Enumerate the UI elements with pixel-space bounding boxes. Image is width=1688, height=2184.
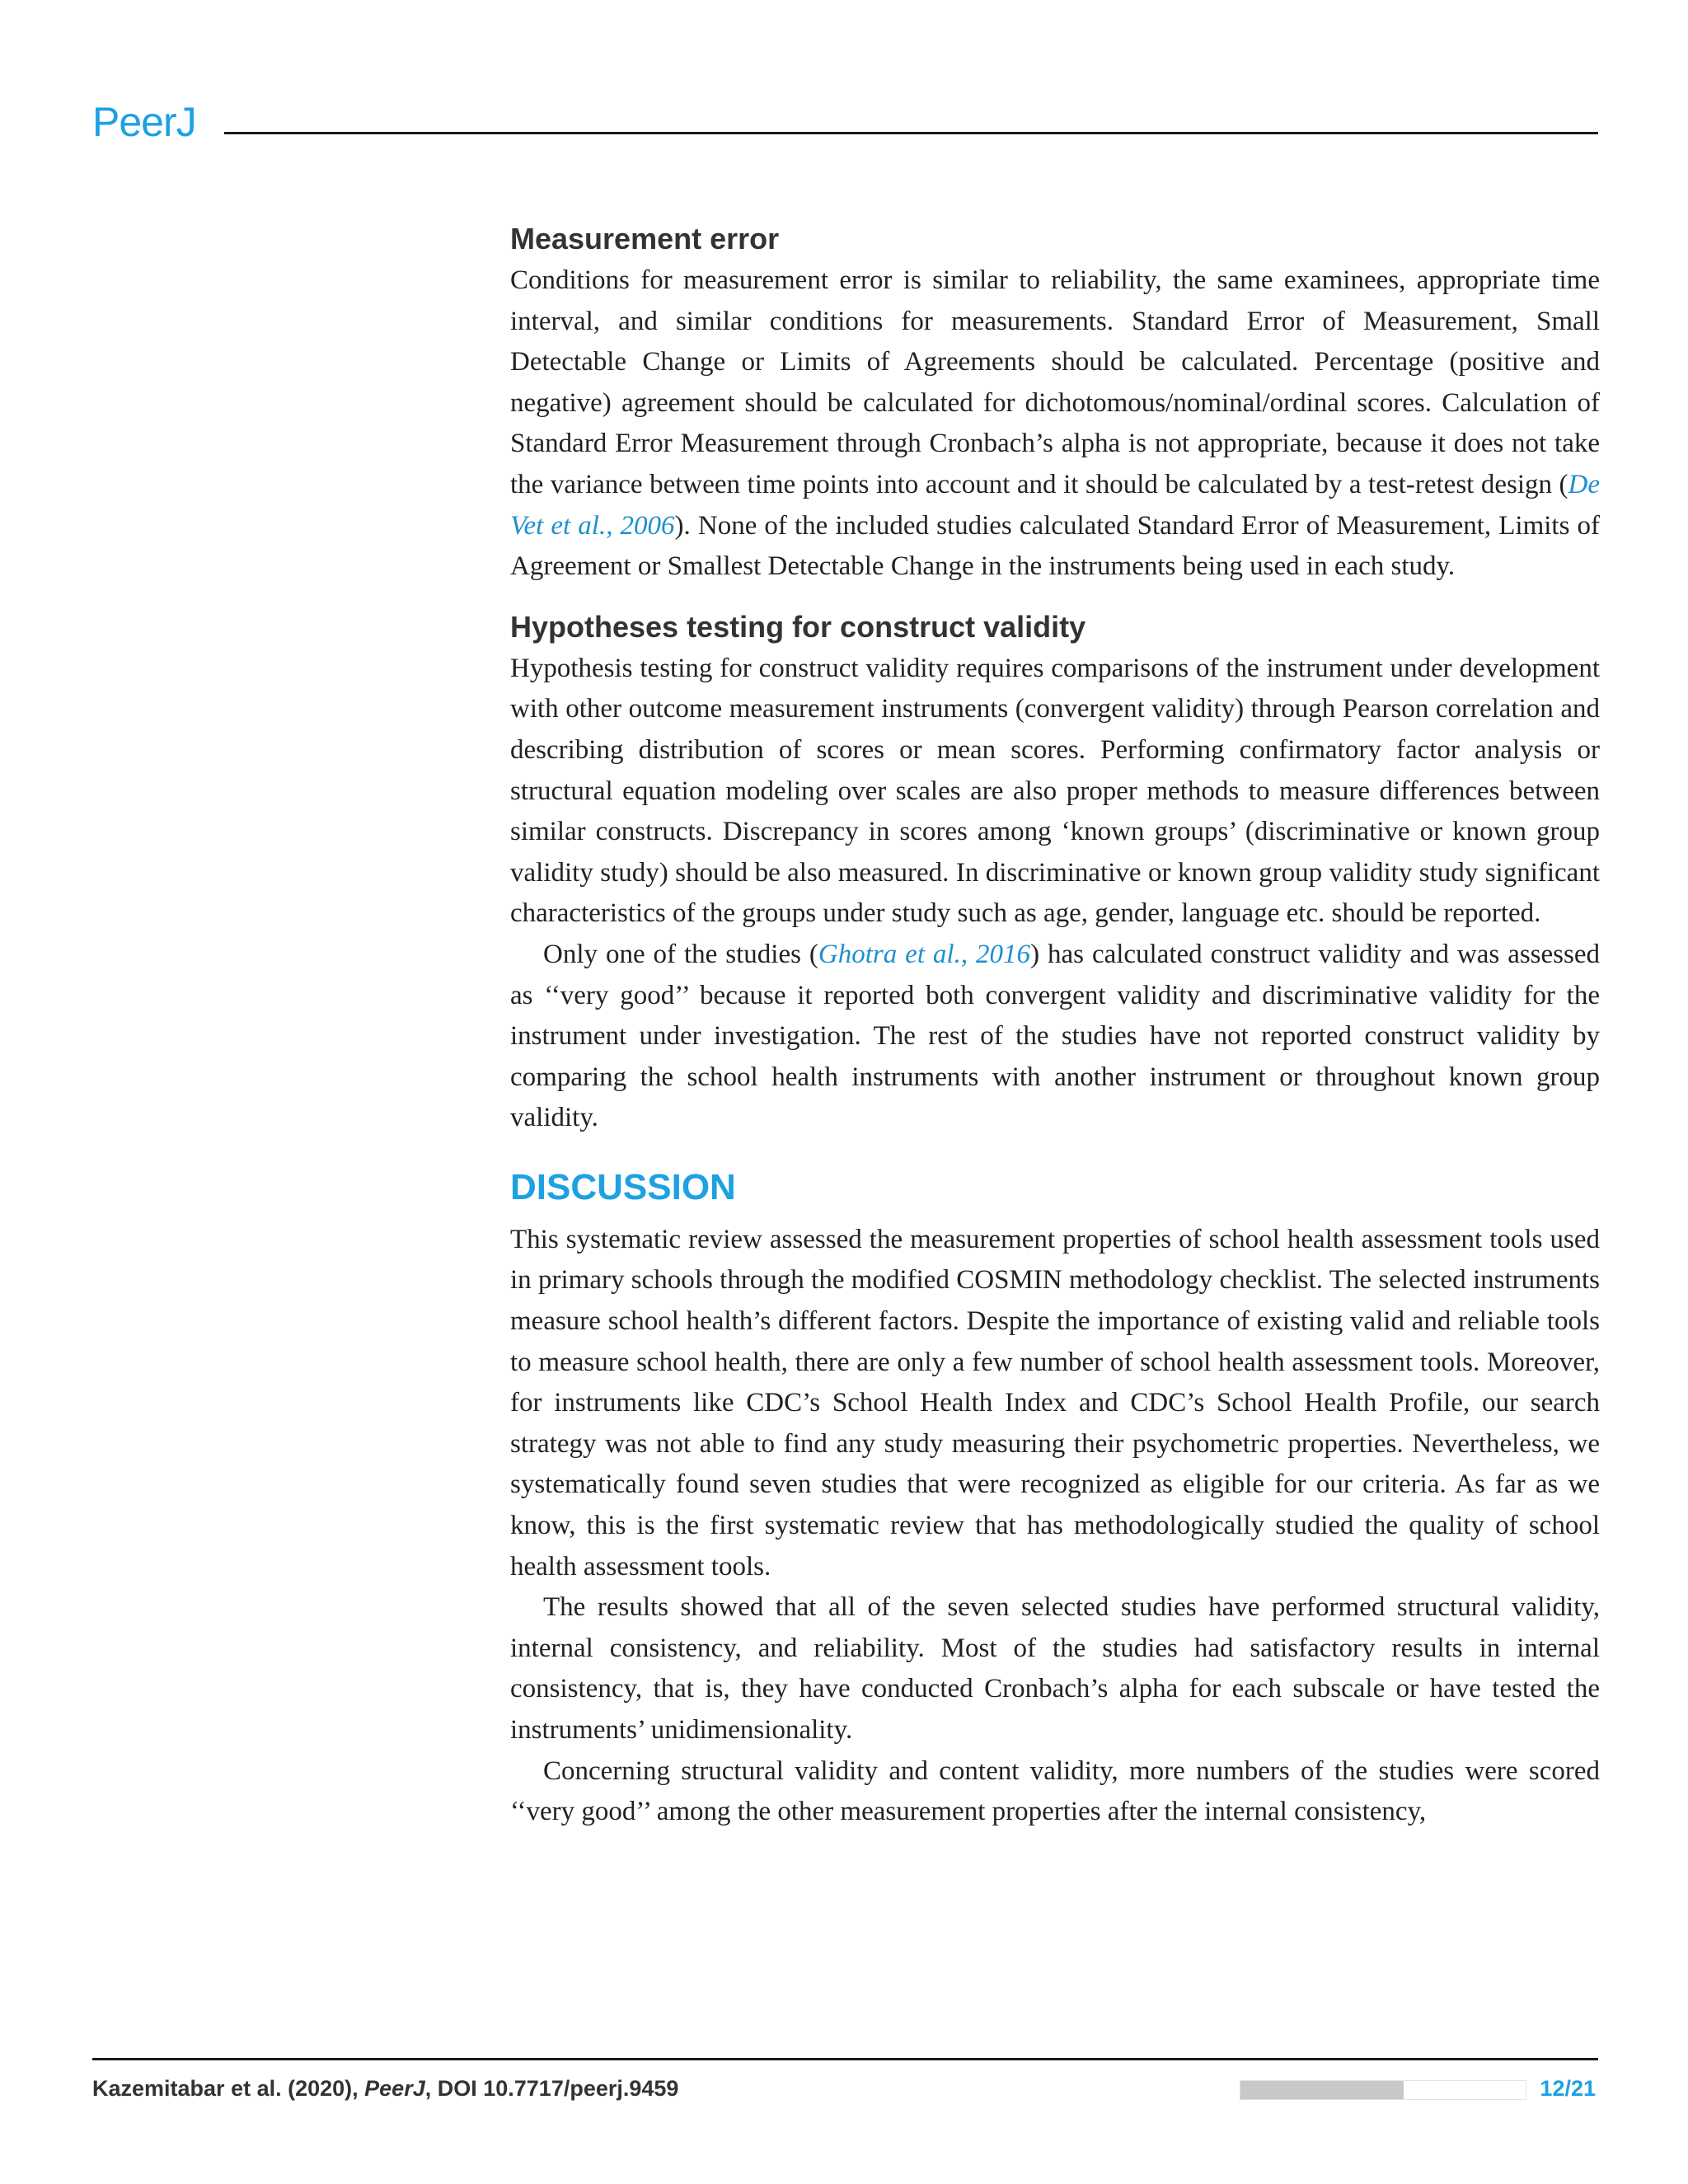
heading-hypotheses-testing: Hypotheses testing for construct validity [510,609,1086,644]
header-rule [224,132,1598,134]
article-body [510,221,1600,1833]
discussion-paragraph-2: The results showed that all of the seven selected studies have performed structural validity, internal consistency, and reliability. Most of the studies had satisfactory results in internal consistency, that is, they have conducted Cronbach’s alpha for each subscale or have tested the instruments’ unidimensionality. [510,1592,1600,1745]
footer-rule [92,2058,1598,2060]
footer-citation: Kazemitabar et al. (2020), PeerJ, DOI 10.7717/peerj.9459 [92,2076,679,2101]
peerj-logo: PeerJ [92,99,196,145]
hypotheses-paragraph-1: Hypothesis testing for construct validity requires comparisons of the instrument under development with other outcome measurement instruments (convergent validity) through Pearson correlation and describing distribution of scores or mean scores. Performing confirmatory factor analysis or structural equation modeling over scales are also proper methods to measure differences between similar constructs. Discrepancy in scores among ‘known groups’ (discriminative or known group validity study) should be also measured. In discriminative or known group validity study significant characteristics of the groups under study such as age, gender, language etc. should be reported. [510,653,1600,929]
measurement-error-paragraph: Conditions for measurement error is similar to reliability, the same examinees, appropriate time interval, and similar conditions for measurements. Standard Error of Measurement, Small Detectable Change or Limits of Agreements should be calculated. Percentage (positive and negative) agreement should be calculated for dichotomous/nominal/ordinal scores. Calculation of Standard Error Measurement through Cronbach’s alpha is not appropriate, because it does not take the variance between time points into account and it should be calculated by a test-retest design (De Vet et al., 2006). None of the included studies calculated Standard Error of Measurement, Limits of Agreement or Smallest Detectable Change in the instruments being used in each study. [510,265,1600,582]
citation-link-ghotra-2016[interactable]: Ghotra et al., 2016 [818,939,1031,969]
page-progress-fill [1240,2081,1404,2099]
hypotheses-paragraph-2: Only one of the studies (Ghotra et al., 2016) has calculated construct validity and was assessed as ‘‘very good’’ because it reported both convergent validity and discriminative validity for the instrument under investigation. The rest of the studies have not reported construct validity by comparing the school health instruments with another instrument or throughout known group validity. [510,939,1601,1133]
citation-link-de-vet-2006[interactable]: De Vet et al., 2006 [510,469,1600,541]
heading-discussion: DISCUSSION [510,1166,736,1207]
heading-measurement-error: Measurement error [510,222,780,255]
page-progress-bar [1240,2080,1526,2100]
discussion-paragraph-3: Concerning structural validity and content validity, more numbers of the studies were scored ‘‘very good’’ among the other measurement properties after the internal consistency, [510,1755,1600,1827]
page-number: 12/21 [1540,2076,1596,2101]
discussion-paragraph-1: This systematic review assessed the measurement properties of school health assessment tools used in primary schools through the modified COSMIN methodology checklist. The selected instruments measure school health’s different factors. Despite the importance of existing valid and reliable tools to measure school health, there are only a few number of school health assessment tools. Moreover, for instruments like CDC’s School Health Index and CDC’s School Health Profile, our search strategy was not able to find any study measuring their psychometric properties. Nevertheless, we systematically found seven studies that were recognized as eligible for our criteria. As far as we know, this is the first systematic review that has methodologically studied the quality of school health assessment tools. [510,1224,1600,1582]
